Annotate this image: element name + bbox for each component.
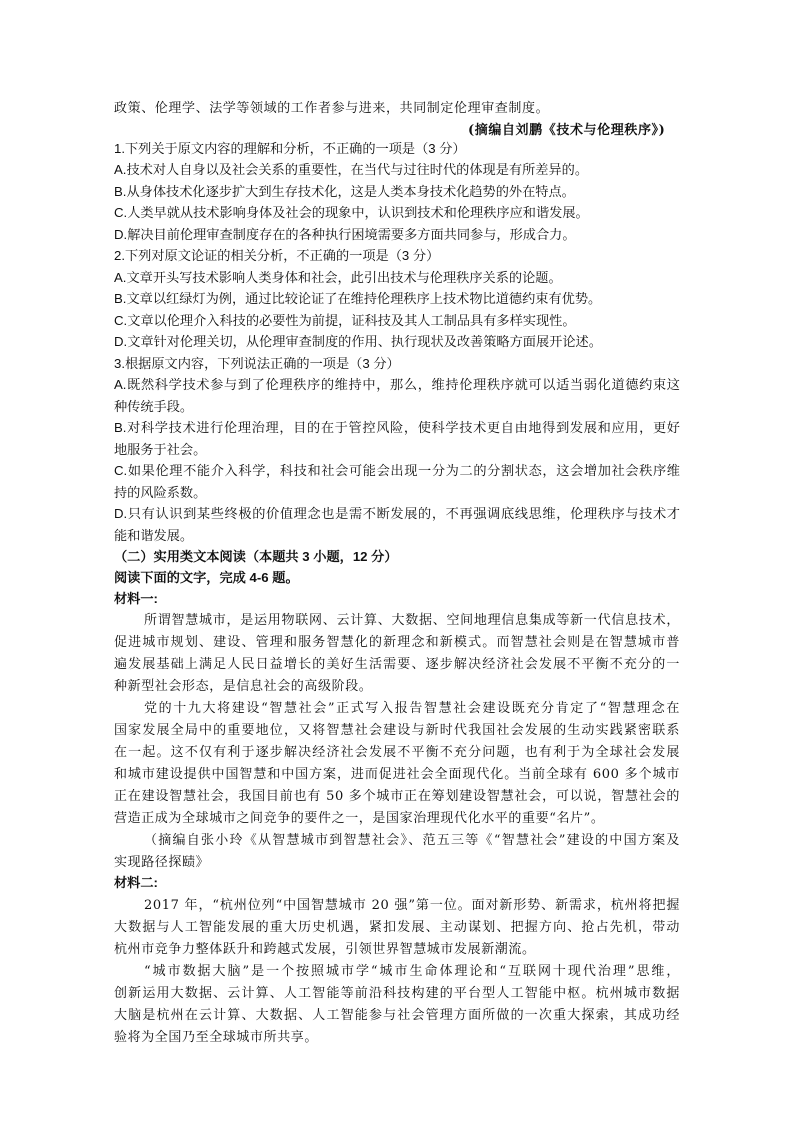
- passage-source: (摘编自刘鹏《技术与伦理秩序》): [468, 123, 666, 138]
- material-2-para-1-line: 2017 年，“杭州位列“中国智慧城市 20 强”第一位。面对新形势、新需求，杭州将把握: [144, 898, 680, 913]
- question-3-option-a-cont: 种传统手段。: [114, 399, 194, 414]
- question-2-option-c: C.文章以伦理介入科技的必要性为前提，证科技及其人工制品具有多样实现性。: [114, 313, 576, 328]
- question-2-option-a: A.文章开头写技术影响人类身体和社会，此引出技术与伦理秩序关系的论题。: [114, 270, 562, 285]
- material-2-para-2-line: 验将为全国乃至全球城市所共享。: [114, 1030, 319, 1045]
- material-1-para-2-line: 营造正成为全球城市之间竞争的要件之一，是国家治理现代化水平的重要“名片”。: [114, 811, 605, 826]
- material-1-para-2-line: 和城市建设提供中国智慧和中国方案，进而促进社会全面现代化。当前全球有 600 多个城市: [114, 767, 680, 782]
- material-2-para-2-line: 大脑是杭州在云计算、大数据、人工智能参与社会管理方面所做的一次重大探索，其成功经: [114, 1008, 680, 1023]
- question-3-option-b: B.对科学技术进行伦理治理，目的在于管控风险，使科学技术更自由地得到发展和应用，更好: [114, 420, 680, 435]
- question-2-stem: 2.下列对原文论证的相关分析，不正确的一项是（3 分）: [114, 248, 440, 263]
- material-1-source-cont: 实现路径探赜》: [114, 855, 210, 870]
- question-3-option-a: A.既然科学技术参与到了伦理秩序的维持中，那么，维持伦理秩序就可以适当弱化道德约束这: [114, 377, 680, 392]
- question-1-option-d: D.解决目前伦理审查制度存在的各种执行困境需要多方面共同参与，形成合力。: [114, 227, 576, 242]
- passage-tail-line: 政策、伦理学、法学等领域的工作者参与进来，共同制定伦理审查制度。: [114, 101, 550, 116]
- section-heading: （二）实用类文本阅读（本题共 3 小题，12 分）: [114, 549, 398, 564]
- material-1-label: 材料一:: [114, 591, 158, 606]
- question-2-option-b: B.文章以红绿灯为例，通过比较论证了在维持伦理秩序上技术物比道德约束有优势。: [114, 291, 602, 306]
- material-1-source: （摘编自张小玲《从智慧城市到智慧社会》、范五三等《“智慧社会”建设的中国方案及: [144, 833, 680, 848]
- section-instruction: 阅读下面的文字，完成 4-6 题。: [114, 570, 299, 585]
- material-1-para-2-line: 国家发展全局中的重要地位，又将智慧社会建设与新时代我国社会发展的生动实践紧密联系: [114, 723, 680, 738]
- material-1-para-2-line: 正在建设智慧社会，我国目前也有 50 多个城市正在筹划建设智慧社会，可以说，智慧社会的: [114, 789, 680, 804]
- question-3-option-c: C.如果伦理不能介入科学，科技和社会可能会出现一分为二的分割状态，这会增加社会秩序维: [114, 463, 680, 478]
- question-3-option-d-cont: 能和谐发展。: [114, 528, 194, 543]
- question-3-option-d: D.只有认识到某些终极的价值理念也是需不断发展的，不再强调底线思维，伦理秩序与技术才: [114, 506, 680, 521]
- question-1-option-a: A.技术对人自身以及社会关系的重要性，在当代与过往时代的体现是有所差异的。: [114, 162, 589, 177]
- material-1-para-1-line: 种新型社会形态，是信息社会的高级阶段。: [114, 679, 373, 694]
- material-1-para-1-line: 促进城市规划、建设、管理和服务智慧化的新理念和新模式。而智慧社会则是在智慧城市普: [114, 635, 680, 650]
- material-2-para-2-line: “城市数据大脑”是一个按照城市学“城市生命体理论和“互联网十现代治理”思维，: [144, 964, 680, 979]
- question-2-option-d: D.文章针对伦理关切，从伦理审查制度的作用、执行现状及改善策略方面展开论述。: [114, 334, 602, 349]
- question-1-option-b: B.从身体技术化逐步扩大到生存技术化，这是人类本身技术化趋势的外在特点。: [114, 184, 575, 199]
- material-2-para-2-line: 创新运用大数据、云计算、人工智能等前沿科技构建的平台型人工智能中枢。杭州城市数据: [114, 986, 680, 1001]
- question-3-option-b-cont: 地服务于社会。: [114, 442, 207, 457]
- material-2-para-1-line: 杭州市竞争力整体跃升和跨越式发展，引领世界智慧城市发展新潮流。: [114, 942, 536, 957]
- material-2-label: 材料二:: [114, 875, 158, 890]
- question-1-option-c: C.人类早就从技术影响身体及社会的现象中，认识到技术和伦理秩序应和谐发展。: [114, 205, 589, 220]
- question-3-option-c-cont: 持的风险系数。: [114, 485, 207, 500]
- material-1-para-2-line: 党的十九大将建设“智慧社会”正式写入报告智慧社会建设既充分肯定了“智慧理念在: [144, 701, 680, 716]
- material-1-para-2-line: 在一起。这不仅有利于逐步解决经济社会发展不平衡不充分问题，也有利于为全球社会发展: [114, 745, 680, 760]
- question-1-stem: 1.下列关于原文内容的理解和分析，不正确的一项是（3 分）: [114, 141, 466, 156]
- material-1-para-1-line: 所谓智慧城市，是运用物联网、云计算、大数据、空间地理信息集成等新一代信息技术，: [144, 613, 680, 628]
- material-1-para-1-line: 遍发展基础上满足人民日益增长的美好生活需要、逐步解决经济社会发展不平衡不充分的一: [114, 657, 680, 672]
- question-3-stem: 3.根据原文内容，下列说法正确的一项是（3 分）: [114, 356, 400, 371]
- material-2-para-1-line: 大数据与人工智能发展的重大历史机遇，紧扣发展、主动谋划、把握方向、抢占先机，带动: [114, 920, 680, 935]
